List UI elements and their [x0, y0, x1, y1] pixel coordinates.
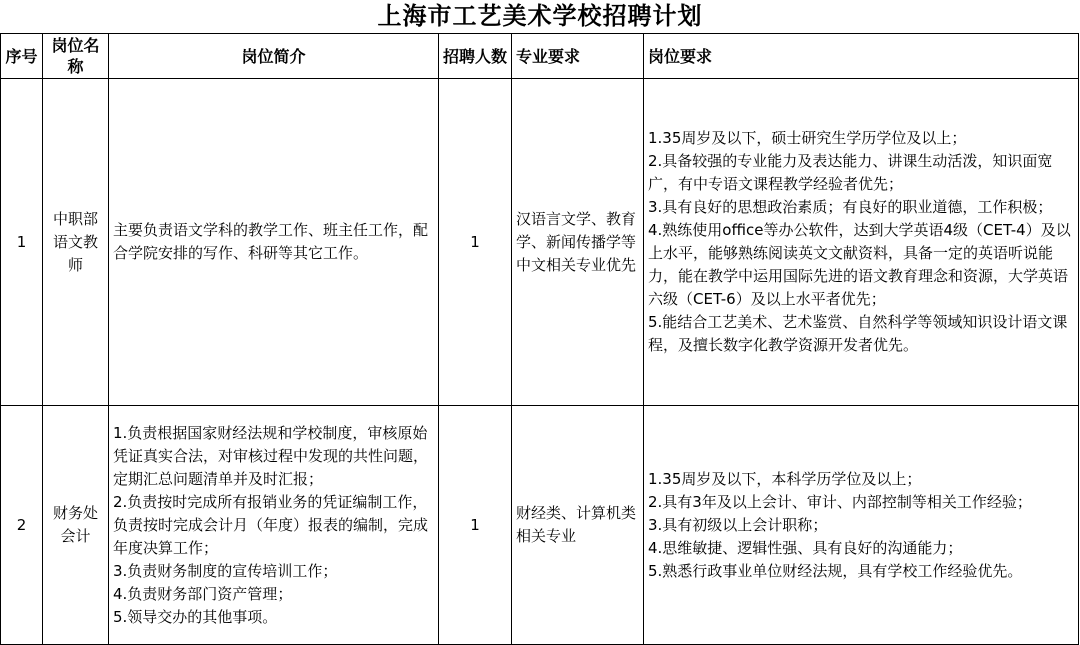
header-requirements: 岗位要求	[644, 34, 1079, 79]
row-intro	[109, 406, 439, 645]
requirement-line: 1.35周岁及以下，硕士研究生学历学位及以上；	[648, 129, 967, 147]
requirement-line: 5.熟悉行政事业单位财经法规，具有学校工作经验优先。	[648, 561, 1023, 580]
requirement-line: 5.能结合工艺美术、艺术鉴赏、自然科学等领域知识设计语文课程，及擅长数字化教学资源开发者优先。	[648, 313, 1068, 354]
header-position: 岗位名称	[43, 34, 109, 79]
row-major: 汉语言文学、教育学、新闻传播学等中文相关专业优先	[512, 79, 644, 406]
requirement-line: 2.具有3年及以上会计、审计、内部控制等相关工作经验；	[648, 492, 1032, 511]
requirement-line: 3.具有良好的思想政治素质；有良好的职业道德，工作积极；	[648, 198, 1053, 216]
intro-line: 主要负责语文学科的教学工作、班主任工作，配合学院安排的写作、科研等其它工作。	[113, 221, 429, 262]
row-count: 1	[439, 79, 512, 406]
recruitment-table	[0, 33, 1079, 645]
intro-line: 3.负责财务制度的宣传培训工作；	[113, 561, 338, 580]
table-row	[1, 79, 1079, 406]
row-intro	[109, 79, 439, 406]
requirement-line: 2.具备较强的专业能力及表达能力、讲课生动活泼，知识面宽广，有中专语文课程教学经验者优先；	[648, 152, 1053, 193]
header-seq: 序号	[1, 34, 43, 79]
requirement-line: 4.熟练使用office等办公软件，达到大学英语4级（CET-4）及以上水平，能够熟练阅读英文文献资料，具备一定的英语听说能力，能在教学中运用国际先进的语文教育理念和资源，大学英语六级（CET-6）及以上水平者优先；	[648, 221, 1071, 308]
header-intro: 岗位简介	[109, 34, 439, 79]
row-seq: 2	[1, 406, 43, 645]
requirement-line: 3.具有初级以上会计职称；	[648, 515, 828, 534]
row-major: 财经类、计算机类相关专业	[512, 406, 644, 645]
row-count: 1	[439, 406, 512, 645]
intro-line: 1.负责根据国家财经法规和学校制度，审核原始凭证真实合法，对审核过程中发现的共性问题，定期汇总问题清单并及时汇报；	[113, 423, 429, 488]
header-major: 专业要求	[512, 34, 644, 79]
table-row	[1, 406, 1079, 645]
row-position: 财务处会计	[43, 406, 109, 645]
row-requirements	[644, 406, 1079, 645]
requirement-line: 1.35周岁及以下，本科学历学位及以上；	[648, 469, 922, 488]
page-title: 上海市工艺美术学校招聘计划	[377, 2, 703, 30]
intro-line: 5.领导交办的其他事项。	[113, 607, 278, 626]
header-count: 招聘人数	[439, 34, 512, 79]
row-position: 中职部语文教师	[43, 79, 109, 406]
table-header-row	[1, 34, 1079, 79]
row-seq: 1	[1, 79, 43, 406]
intro-line: 2.负责按时完成所有报销业务的凭证编制工作，负责按时完成会计月（年度）报表的编制，完成年度决算工作；	[113, 492, 429, 557]
requirement-line: 4.思维敏捷、逻辑性强、具有良好的沟通能力；	[648, 538, 963, 557]
intro-line: 4.负责财务部门资产管理；	[113, 584, 293, 603]
row-requirements	[644, 79, 1079, 406]
